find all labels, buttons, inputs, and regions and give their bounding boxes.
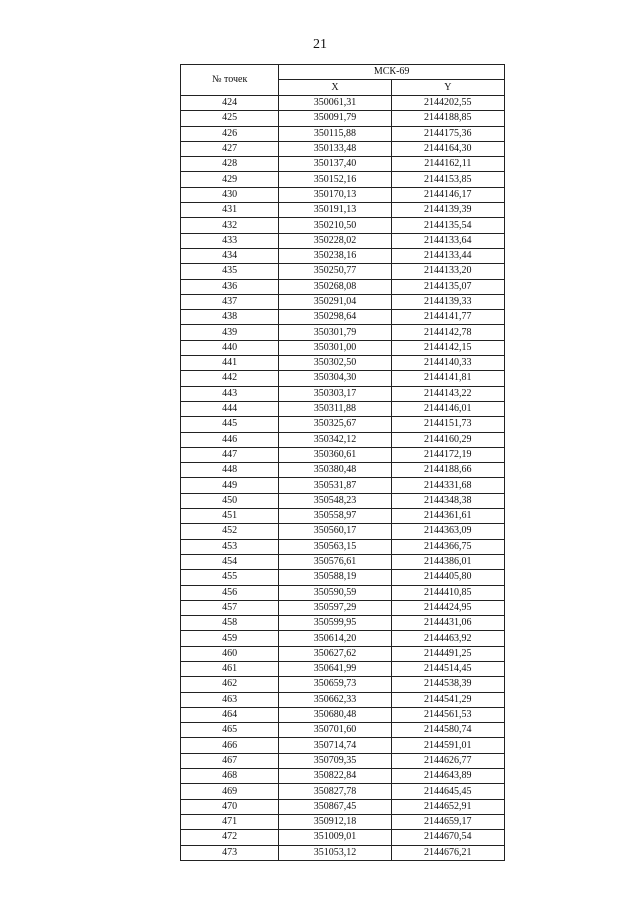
cell-y: 2144363,09 — [391, 524, 504, 539]
table-row — [181, 417, 505, 432]
table-row — [181, 600, 505, 615]
table-row — [181, 799, 505, 814]
cell-point-number: 451 — [181, 509, 279, 524]
table-row — [181, 294, 505, 309]
cell-x: 350548,23 — [279, 493, 391, 508]
cell-y: 2144133,44 — [391, 248, 504, 263]
cell-point-number: 450 — [181, 493, 279, 508]
cell-y: 2144366,75 — [391, 539, 504, 554]
table-row — [181, 340, 505, 355]
cell-point-number: 427 — [181, 141, 279, 156]
cell-x: 350268,08 — [279, 279, 391, 294]
cell-y: 2144348,38 — [391, 493, 504, 508]
cell-y: 2144676,21 — [391, 845, 504, 860]
cell-y: 2144541,29 — [391, 692, 504, 707]
cell-x: 351009,01 — [279, 830, 391, 845]
table-row — [181, 126, 505, 141]
cell-x: 350133,48 — [279, 141, 391, 156]
header-coordinate-system: МСК-69 — [279, 65, 505, 80]
table-row — [181, 187, 505, 202]
cell-y: 2144431,06 — [391, 616, 504, 631]
cell-y: 2144424,95 — [391, 600, 504, 615]
cell-y: 2144561,53 — [391, 707, 504, 722]
cell-x: 350303,17 — [279, 386, 391, 401]
cell-point-number: 429 — [181, 172, 279, 187]
cell-point-number: 437 — [181, 294, 279, 309]
table-row — [181, 769, 505, 784]
cell-x: 350091,79 — [279, 111, 391, 126]
cell-point-number: 471 — [181, 814, 279, 829]
table-row — [181, 203, 505, 218]
cell-x: 350912,18 — [279, 814, 391, 829]
cell-y: 2144361,61 — [391, 509, 504, 524]
cell-y: 2144146,01 — [391, 401, 504, 416]
cell-y: 2144141,77 — [391, 310, 504, 325]
cell-point-number: 472 — [181, 830, 279, 845]
cell-y: 2144331,68 — [391, 478, 504, 493]
cell-y: 2144133,20 — [391, 264, 504, 279]
cell-x: 350238,16 — [279, 248, 391, 263]
table-row — [181, 218, 505, 233]
cell-point-number: 435 — [181, 264, 279, 279]
cell-point-number: 460 — [181, 646, 279, 661]
cell-y: 2144160,29 — [391, 432, 504, 447]
cell-x: 350115,88 — [279, 126, 391, 141]
table-row — [181, 616, 505, 631]
cell-point-number: 456 — [181, 585, 279, 600]
table-body — [181, 96, 505, 861]
cell-y: 2144643,89 — [391, 769, 504, 784]
cell-y: 2144140,33 — [391, 356, 504, 371]
cell-point-number: 434 — [181, 248, 279, 263]
cell-y: 2144172,19 — [391, 447, 504, 462]
table-row — [181, 325, 505, 340]
cell-x: 350325,67 — [279, 417, 391, 432]
cell-point-number: 469 — [181, 784, 279, 799]
cell-y: 2144591,01 — [391, 738, 504, 753]
cell-x: 350302,50 — [279, 356, 391, 371]
table-row — [181, 141, 505, 156]
cell-point-number: 463 — [181, 692, 279, 707]
coordinates-table — [180, 64, 505, 861]
cell-y: 2144405,80 — [391, 570, 504, 585]
cell-y: 2144514,45 — [391, 661, 504, 676]
table-header — [181, 65, 505, 96]
cell-x: 350304,30 — [279, 371, 391, 386]
cell-point-number: 461 — [181, 661, 279, 676]
table-row — [181, 310, 505, 325]
cell-point-number: 455 — [181, 570, 279, 585]
cell-point-number: 432 — [181, 218, 279, 233]
cell-x: 350152,16 — [279, 172, 391, 187]
cell-x: 350627,62 — [279, 646, 391, 661]
cell-point-number: 426 — [181, 126, 279, 141]
cell-point-number: 466 — [181, 738, 279, 753]
cell-x: 350662,33 — [279, 692, 391, 707]
cell-point-number: 446 — [181, 432, 279, 447]
cell-x: 350360,61 — [279, 447, 391, 462]
cell-point-number: 473 — [181, 845, 279, 860]
cell-x: 350714,74 — [279, 738, 391, 753]
cell-y: 2144146,17 — [391, 187, 504, 202]
table-row — [181, 371, 505, 386]
cell-y: 2144410,85 — [391, 585, 504, 600]
cell-x: 350614,20 — [279, 631, 391, 646]
cell-point-number: 436 — [181, 279, 279, 294]
cell-y: 2144188,66 — [391, 463, 504, 478]
header-point-number: № точек — [181, 65, 279, 96]
table-row — [181, 233, 505, 248]
cell-x: 350291,04 — [279, 294, 391, 309]
cell-point-number: 470 — [181, 799, 279, 814]
cell-x: 350298,64 — [279, 310, 391, 325]
cell-x: 350827,78 — [279, 784, 391, 799]
cell-point-number: 449 — [181, 478, 279, 493]
table-row — [181, 279, 505, 294]
cell-y: 2144645,45 — [391, 784, 504, 799]
cell-point-number: 444 — [181, 401, 279, 416]
cell-y: 2144386,01 — [391, 554, 504, 569]
table-row — [181, 248, 505, 263]
cell-x: 350380,48 — [279, 463, 391, 478]
cell-y: 2144202,55 — [391, 96, 504, 111]
cell-point-number: 457 — [181, 600, 279, 615]
cell-y: 2144580,74 — [391, 723, 504, 738]
cell-x: 350563,15 — [279, 539, 391, 554]
table-row — [181, 570, 505, 585]
cell-x: 350599,95 — [279, 616, 391, 631]
cell-y: 2144143,22 — [391, 386, 504, 401]
cell-y: 2144659,17 — [391, 814, 504, 829]
table-row — [181, 264, 505, 279]
table-row — [181, 677, 505, 692]
cell-point-number: 443 — [181, 386, 279, 401]
cell-x: 350228,02 — [279, 233, 391, 248]
table-row — [181, 631, 505, 646]
cell-y: 2144626,77 — [391, 753, 504, 768]
cell-point-number: 433 — [181, 233, 279, 248]
cell-x: 350659,73 — [279, 677, 391, 692]
table-row — [181, 386, 505, 401]
cell-x: 350588,19 — [279, 570, 391, 585]
header-y: Y — [391, 80, 504, 96]
cell-y: 2144652,91 — [391, 799, 504, 814]
cell-y: 2144188,85 — [391, 111, 504, 126]
cell-x: 350867,45 — [279, 799, 391, 814]
cell-point-number: 431 — [181, 203, 279, 218]
table-row — [181, 96, 505, 111]
cell-y: 2144142,15 — [391, 340, 504, 355]
table-row — [181, 401, 505, 416]
cell-point-number: 452 — [181, 524, 279, 539]
header-x: X — [279, 80, 391, 96]
table-row — [181, 661, 505, 676]
cell-point-number: 441 — [181, 356, 279, 371]
table-row — [181, 172, 505, 187]
table-row — [181, 707, 505, 722]
table-row — [181, 157, 505, 172]
table-row — [181, 463, 505, 478]
cell-point-number: 465 — [181, 723, 279, 738]
table-row — [181, 478, 505, 493]
cell-point-number: 458 — [181, 616, 279, 631]
page-number: 21 — [313, 37, 327, 52]
cell-y: 2144142,78 — [391, 325, 504, 340]
table-row — [181, 784, 505, 799]
cell-point-number: 439 — [181, 325, 279, 340]
cell-x: 350170,13 — [279, 187, 391, 202]
table-row — [181, 447, 505, 462]
cell-x: 350137,40 — [279, 157, 391, 172]
table-row — [181, 493, 505, 508]
cell-y: 2144133,64 — [391, 233, 504, 248]
cell-point-number: 438 — [181, 310, 279, 325]
table-row — [181, 830, 505, 845]
cell-point-number: 445 — [181, 417, 279, 432]
cell-y: 2144491,25 — [391, 646, 504, 661]
cell-point-number: 468 — [181, 769, 279, 784]
cell-point-number: 464 — [181, 707, 279, 722]
table-row — [181, 111, 505, 126]
cell-point-number: 467 — [181, 753, 279, 768]
cell-point-number: 428 — [181, 157, 279, 172]
cell-y: 2144135,07 — [391, 279, 504, 294]
table-row — [181, 814, 505, 829]
cell-y: 2144153,85 — [391, 172, 504, 187]
table-row — [181, 646, 505, 661]
cell-x: 350560,17 — [279, 524, 391, 539]
cell-point-number: 459 — [181, 631, 279, 646]
table-row — [181, 356, 505, 371]
cell-point-number: 425 — [181, 111, 279, 126]
cell-point-number: 454 — [181, 554, 279, 569]
cell-point-number: 462 — [181, 677, 279, 692]
cell-x: 350590,59 — [279, 585, 391, 600]
cell-x: 351053,12 — [279, 845, 391, 860]
cell-y: 2144141,81 — [391, 371, 504, 386]
cell-x: 350641,99 — [279, 661, 391, 676]
cell-x: 350822,84 — [279, 769, 391, 784]
cell-x: 350191,13 — [279, 203, 391, 218]
table-row — [181, 585, 505, 600]
cell-x: 350301,00 — [279, 340, 391, 355]
cell-point-number: 448 — [181, 463, 279, 478]
cell-x: 350061,31 — [279, 96, 391, 111]
cell-point-number: 430 — [181, 187, 279, 202]
table-row — [181, 738, 505, 753]
cell-point-number: 424 — [181, 96, 279, 111]
cell-y: 2144162,11 — [391, 157, 504, 172]
cell-x: 350311,88 — [279, 401, 391, 416]
cell-y: 2144151,73 — [391, 417, 504, 432]
cell-y: 2144139,33 — [391, 294, 504, 309]
table-row — [181, 509, 505, 524]
cell-y: 2144164,30 — [391, 141, 504, 156]
cell-x: 350558,97 — [279, 509, 391, 524]
cell-y: 2144538,39 — [391, 677, 504, 692]
cell-point-number: 440 — [181, 340, 279, 355]
cell-point-number: 442 — [181, 371, 279, 386]
cell-x: 350680,48 — [279, 707, 391, 722]
cell-x: 350701,60 — [279, 723, 391, 738]
cell-point-number: 453 — [181, 539, 279, 554]
cell-x: 350250,77 — [279, 264, 391, 279]
table-row — [181, 524, 505, 539]
cell-x: 350709,35 — [279, 753, 391, 768]
table-row — [181, 723, 505, 738]
cell-x: 350210,50 — [279, 218, 391, 233]
cell-y: 2144463,92 — [391, 631, 504, 646]
cell-x: 350342,12 — [279, 432, 391, 447]
table-row — [181, 432, 505, 447]
cell-point-number: 447 — [181, 447, 279, 462]
table-row — [181, 539, 505, 554]
cell-y: 2144139,39 — [391, 203, 504, 218]
cell-x: 350531,87 — [279, 478, 391, 493]
table-row — [181, 554, 505, 569]
table-row — [181, 753, 505, 768]
cell-y: 2144135,54 — [391, 218, 504, 233]
table-row — [181, 845, 505, 860]
cell-y: 2144175,36 — [391, 126, 504, 141]
cell-x: 350597,29 — [279, 600, 391, 615]
table-row — [181, 692, 505, 707]
cell-x: 350301,79 — [279, 325, 391, 340]
cell-x: 350576,61 — [279, 554, 391, 569]
cell-y: 2144670,54 — [391, 830, 504, 845]
